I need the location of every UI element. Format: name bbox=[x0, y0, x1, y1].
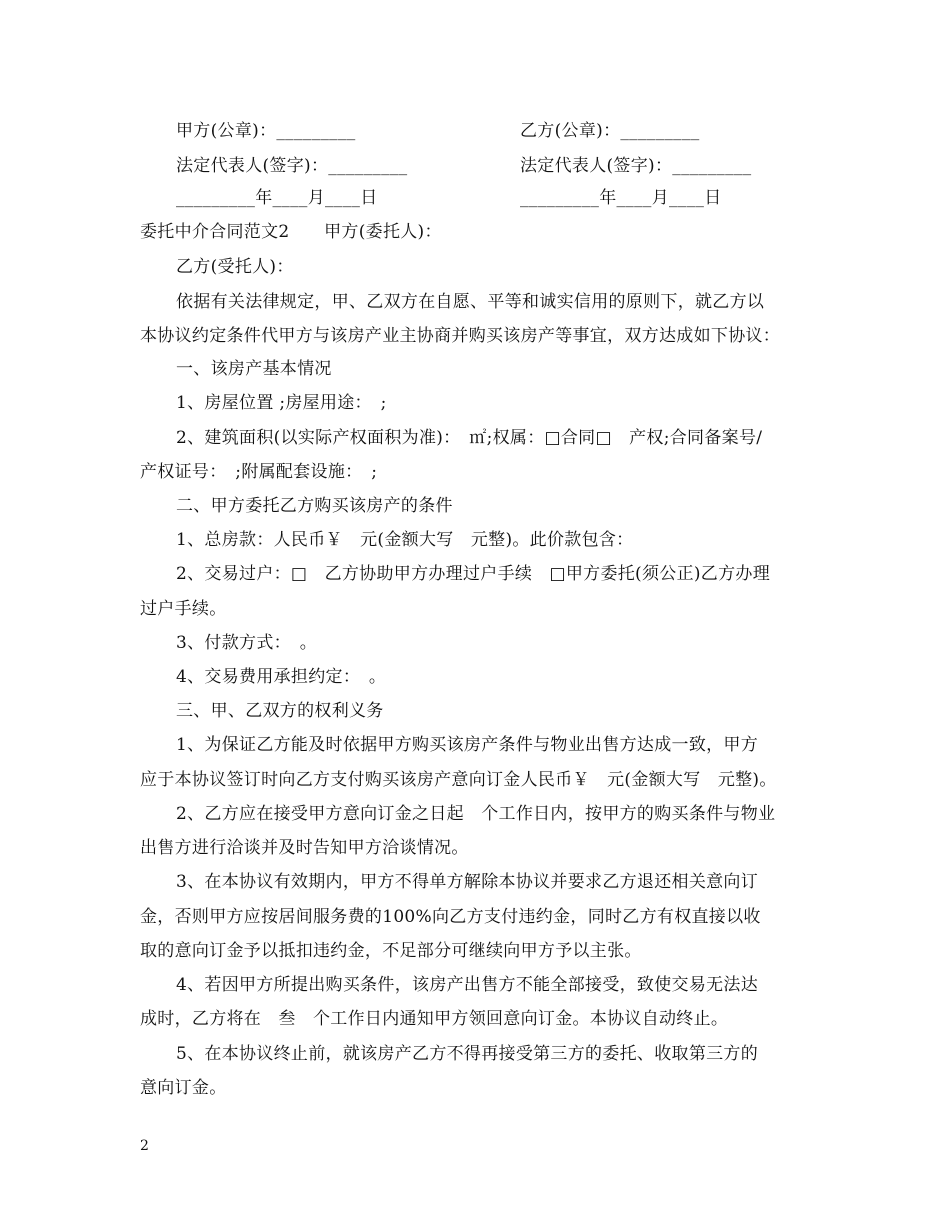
party-a-representative: 法定代表人(签字)：_________ bbox=[176, 156, 408, 176]
body-line: 成时，乙方将在 叁 个工作日内通知甲方领回意向订金。本协议自动终止。 bbox=[140, 1009, 729, 1029]
body-line: 过户手续。 bbox=[140, 599, 227, 619]
body-line: 意向订金。 bbox=[140, 1078, 227, 1098]
section-heading: 二、甲方委托乙方购买该房产的条件 bbox=[176, 496, 453, 516]
body-line: 产权证号： ;附属配套设施： ; bbox=[140, 462, 378, 482]
section-heading: 一、该房产基本情况 bbox=[176, 359, 332, 379]
body-line: 本协议约定条件代甲方与该房产业主协商并购买该房产等事宜，双方达成如下协议： bbox=[140, 326, 781, 346]
body-line: 5、在本协议终止前，就该房产乙方不得再接受第三方的委托、收取第三方的 bbox=[176, 1044, 759, 1064]
body-line: 取的意向订金予以抵扣违约金，不足部分可继续向甲方予以主张。 bbox=[140, 941, 642, 961]
body-line: 出售方进行洽谈并及时告知甲方洽谈情况。 bbox=[140, 838, 469, 858]
body-line: 3、在本协议有效期内，甲方不得单方解除本协议并要求乙方退还相关意向订 bbox=[176, 872, 759, 892]
body-line: 1、为保证乙方能及时依据甲方购买该房产条件与物业出售方达成一致，甲方 bbox=[176, 735, 759, 755]
body-line: 1、总房款：人民币￥ 元(金额大写 元整)。此价款包含： bbox=[176, 530, 634, 550]
body-line: 1、房屋位置 ;房屋用途： ; bbox=[176, 393, 387, 413]
body-line: 2、乙方应在接受甲方意向订金之日起 个工作日内，按甲方的购买条件与物业 bbox=[176, 804, 776, 824]
party-a-seal: 甲方(公章)：_________ bbox=[176, 121, 356, 141]
body-line: 金，否则甲方应按居间服务费的100%向乙方支付违约金，同时乙方有权直接以收 bbox=[140, 907, 761, 927]
body-line: 依据有关法律规定，甲、乙双方在自愿、平等和诚实信用的原则下，就乙方以 bbox=[176, 292, 765, 312]
party-b-representative: 法定代表人(签字)：_________ bbox=[520, 156, 752, 176]
body-line: 应于本协议签订时向乙方支付购买该房产意向订金人民币￥ 元(金额大写 元整)。 bbox=[140, 770, 777, 790]
body-line: 2、建筑面积(以实际产权面积为准)： ㎡;权属：□合同□ 产权;合同备案号/ bbox=[176, 428, 763, 448]
body-line: 2、交易过户：□ 乙方协助甲方办理过户手续 □甲方委托(须公正)乙方办理 bbox=[176, 564, 771, 584]
section-heading: 三、甲、乙双方的权利义务 bbox=[176, 701, 384, 721]
party-a-date: _________年____月____日 bbox=[176, 188, 378, 208]
body-line: 4、交易费用承担约定： 。 bbox=[176, 667, 387, 687]
party-b-label: 乙方(受托人)： bbox=[176, 257, 294, 277]
contract-heading: 委托中介合同范文2 甲方(委托人)： bbox=[140, 222, 442, 242]
body-line: 3、付款方式： 。 bbox=[176, 633, 318, 653]
body-line: 4、若因甲方所提出购买条件，该房产出售方不能全部接受，致使交易无法达 bbox=[176, 975, 759, 995]
party-b-seal: 乙方(公章)：_________ bbox=[520, 121, 700, 141]
page-number: 2 bbox=[140, 1138, 149, 1154]
party-b-date: _________年____月____日 bbox=[520, 188, 722, 208]
